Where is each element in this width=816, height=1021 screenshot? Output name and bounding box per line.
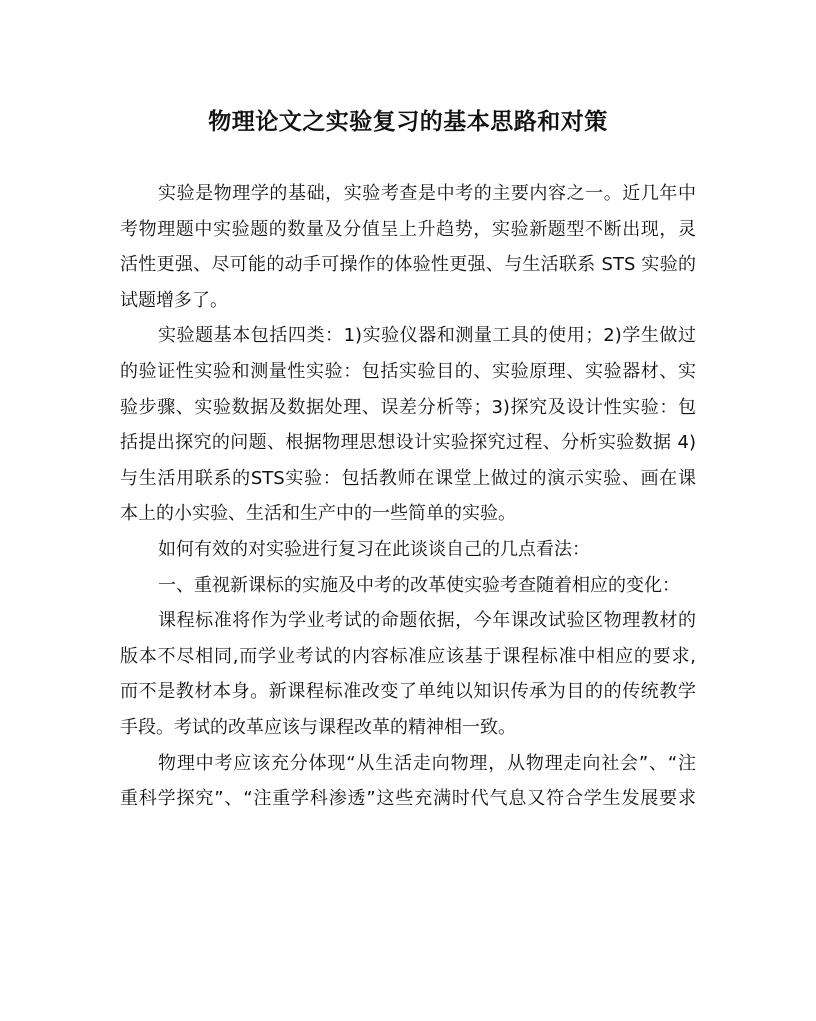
body-line: 课程标准将作为学业考试的命题依据，今年课改试验区物理教材的 xyxy=(158,610,696,632)
body-line: 版本不尽相同,而学业考试的内容标准应该基于课程标准中相应的要求, xyxy=(120,645,696,667)
body-line: 一、重视新课标的实施及中考的改革使实验考查随着相应的变化： xyxy=(158,574,680,596)
body-line: 验步骤、实验数据及数据处理、误差分析等；3)探究及设计性实验：包 xyxy=(120,396,696,418)
document-body xyxy=(120,176,696,817)
body-line: 重科学探究”、“注重学科渗透”这些充满时代气息又符合学生发展要求 xyxy=(120,788,696,810)
body-line: 活性更强、尽可能的动手可操作的体验性更强、与生活联系 STS 实验的 xyxy=(120,254,696,276)
body-line: 本上的小实验、生活和生产中的一些简单的实验。 xyxy=(120,503,516,525)
body-line: 物理中考应该充分体现“从生活走向物理，从物理走向社会”、“注 xyxy=(158,752,696,774)
body-line: 如何有效的对实验进行复习在此谈谈自己的几点看法： xyxy=(158,538,590,560)
body-line: 考物理题中实验题的数量及分值呈上升趋势，实验新题型不断出现，灵 xyxy=(120,218,696,240)
body-line: 试题增多了。 xyxy=(120,289,228,311)
body-line: 实验题基本包括四类：1)实验仪器和测量工具的使用；2)学生做过 xyxy=(158,325,696,347)
body-line: 手段。考试的改革应该与课程改革的精神相一致。 xyxy=(120,716,516,738)
body-line: 实验是物理学的基础，实验考查是中考的主要内容之一。近几年中 xyxy=(158,183,696,204)
body-line: 而不是教材本身。新课程标准改变了单纯以知识传承为目的的传统教学 xyxy=(120,681,696,703)
body-line: 的验证性实验和测量性实验：包括实验目的、实验原理、实验器材、实 xyxy=(120,360,696,382)
body-line: 与生活用联系的STS实验：包括教师在课堂上做过的演示实验、画在课 xyxy=(120,467,696,489)
document-title: 物理论文之实验复习的基本思路和对策 xyxy=(208,108,608,135)
body-line: 括提出探究的问题、根据物理思想设计实验探究过程、分析实验数据 4) xyxy=(120,432,696,454)
